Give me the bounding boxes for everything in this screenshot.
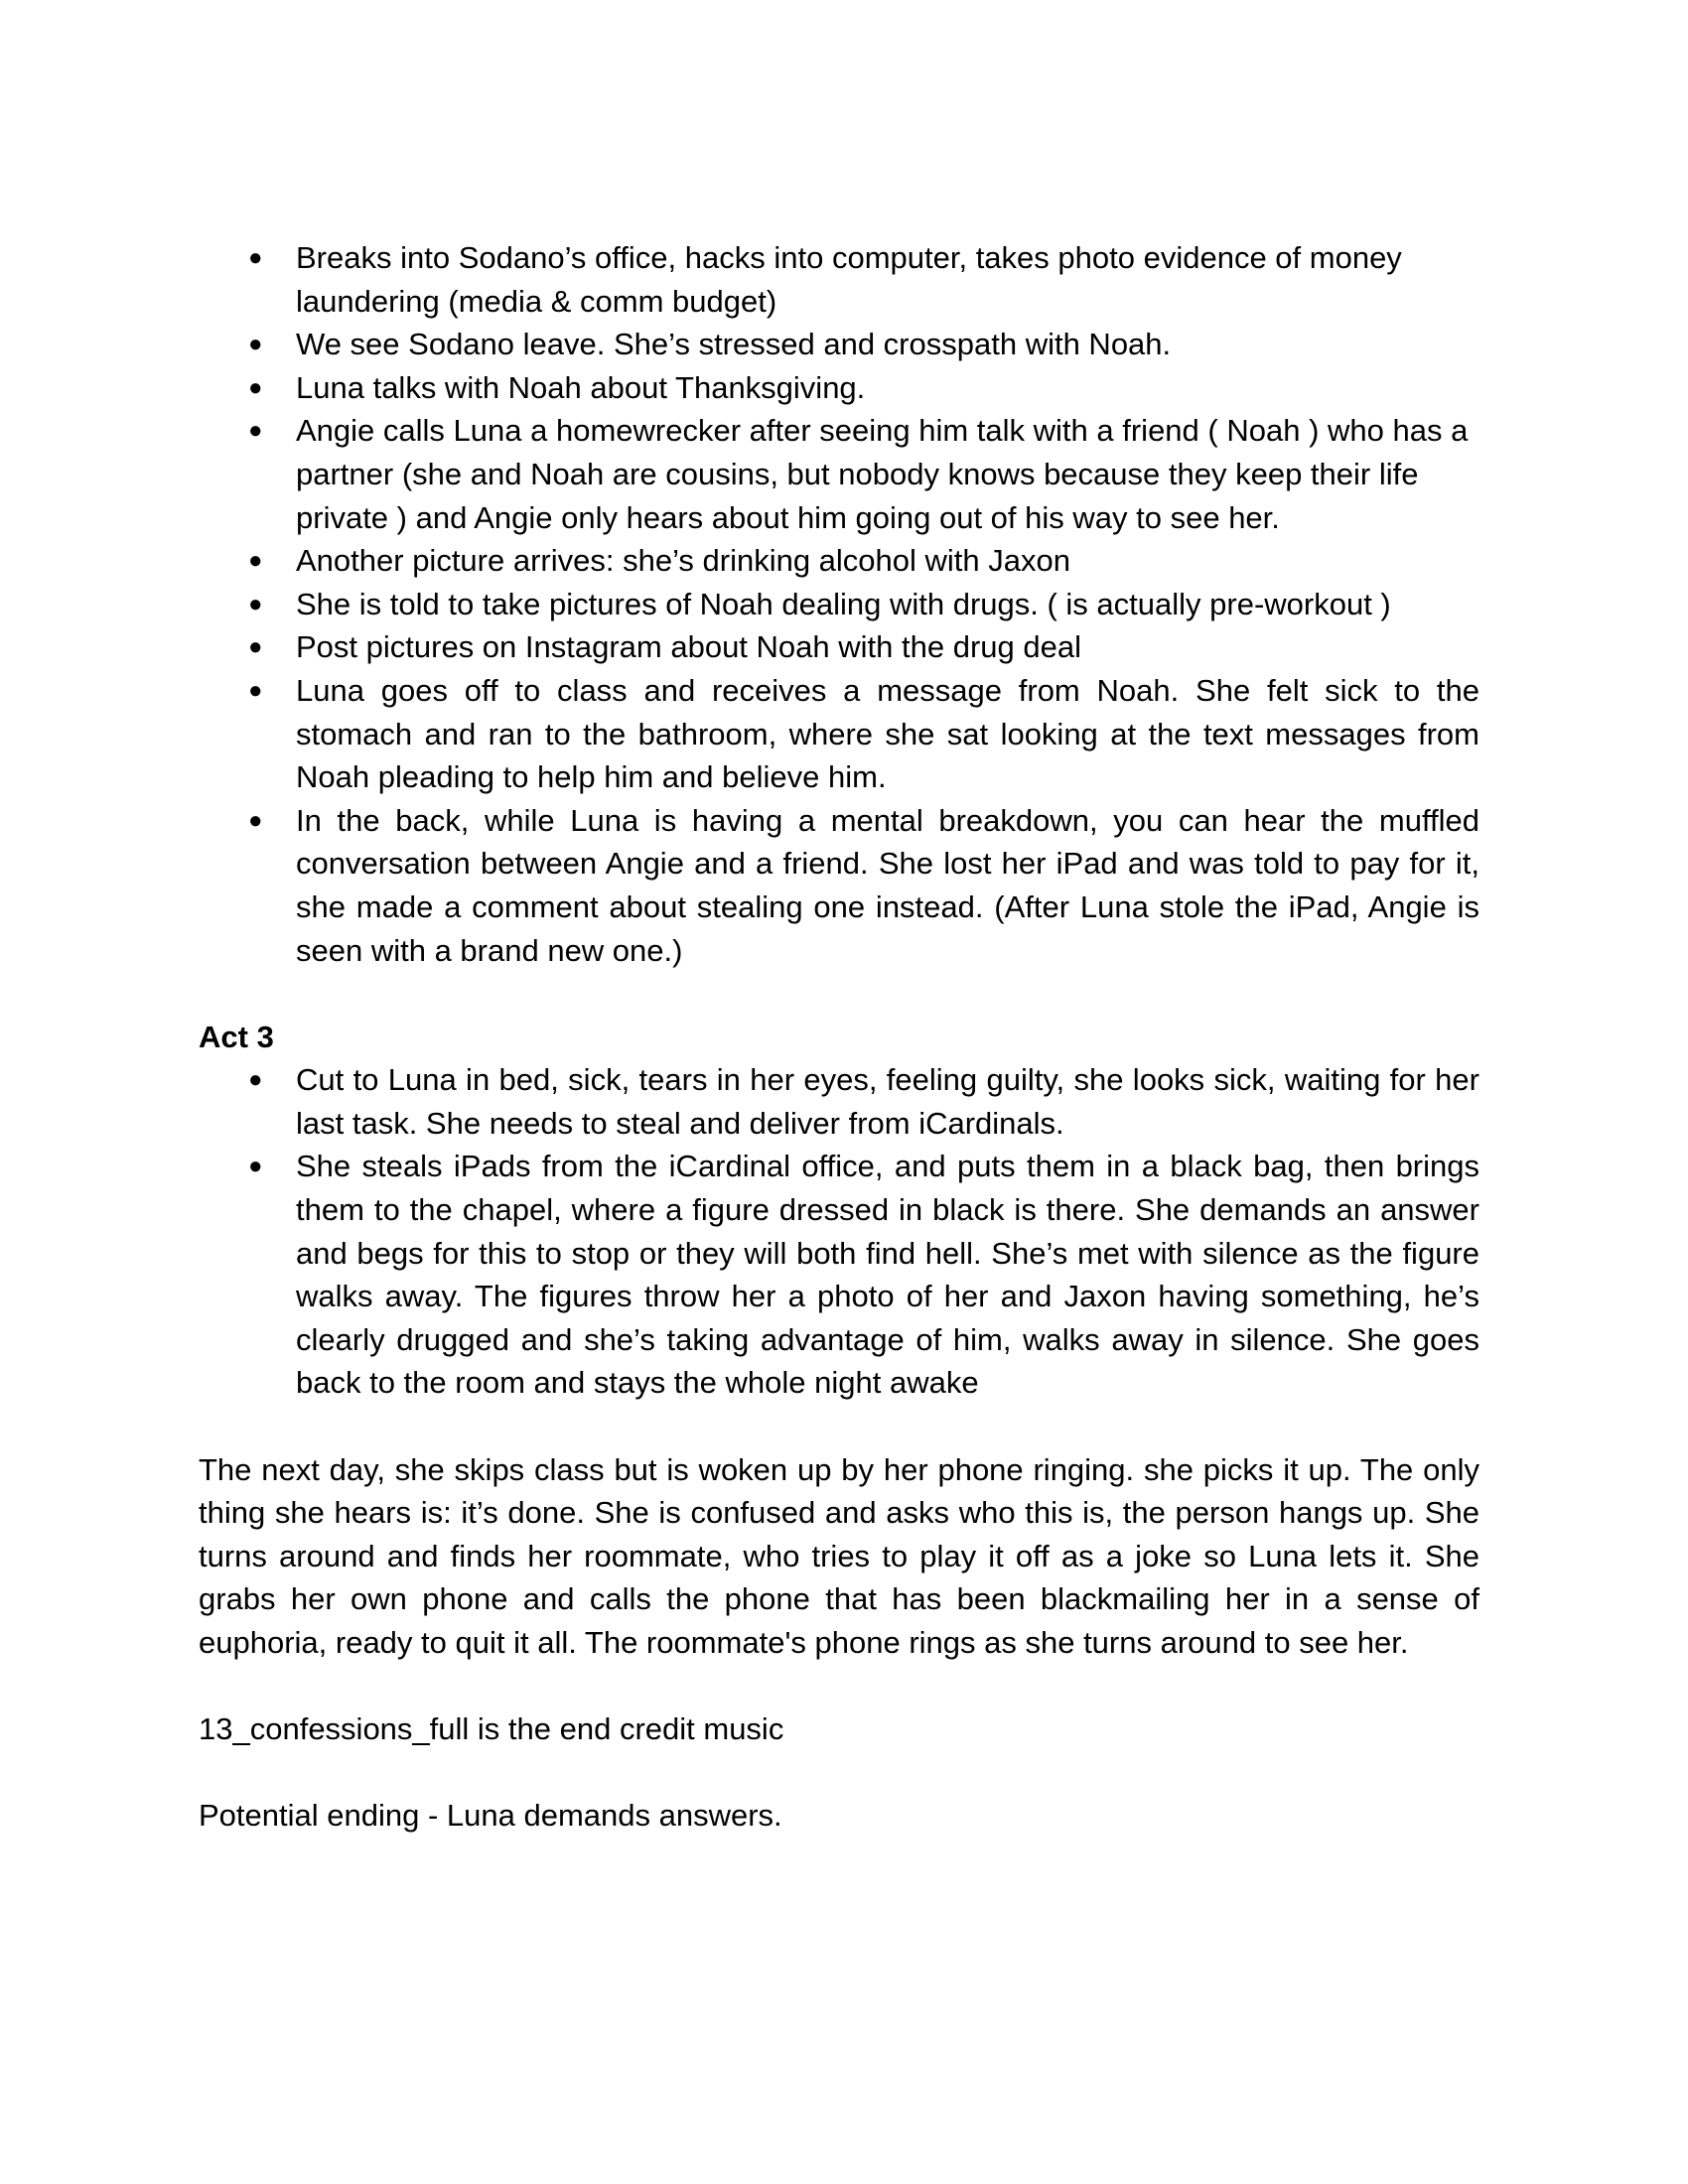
list-item [199,323,1479,366]
list-item-text: She steals iPads from the iCardinal office, and puts them in a black bag, then brings them to the chapel, where a figure dressed in black is there. She demands an answer and begs for this to stop or they will both find hell. She’s met with silence as the figure walks away. The figures throw her a photo of her and Jaxon having something, he’s clearly drugged and she’s taking advantage of him, walks away in silence. She goes back to the room and stays the whole night awake [296,1149,1479,1401]
bullet-icon: ● [248,331,263,358]
document-page [199,236,1479,1838]
list-item [199,1058,1479,1145]
list-item [199,799,1479,972]
act3-bullet-list [199,1058,1479,1405]
list-item [199,539,1479,583]
paragraph-ending: Potential ending - Luna demands answers. [199,1798,782,1834]
list-item [199,583,1479,626]
list-item-text: Breaks into Sodano’s office, hacks into computer, takes photo evidence of money laundering (media & comm budget) [296,240,1402,319]
bullet-icon: ● [248,547,263,575]
paragraph-credits: 13_confessions_full is the end credit music [199,1711,784,1747]
list-item [199,669,1479,799]
act3-heading: Act 3 [199,1019,274,1054]
list-item [199,409,1479,539]
paragraph-next-day: The next day, she skips class but is woken up by her phone ringing. she picks it up. The only thing she hears is: it’s done. She is confused and asks who this is, the person hangs up. She turns around and finds her roommate, who tries to play it off as a joke so Luna lets it. She grabs her own phone and calls the phone that has been blackmailing her in a sense of euphoria, ready to quit it all. The roommate's phone rings as she turns around to see her. [199,1451,1479,1660]
list-item [199,1145,1479,1405]
list-item-text: Cut to Luna in bed, sick, tears in her eyes, feeling guilty, she looks sick, waiting for her last task. She needs to steal and deliver from iCardinals. [296,1062,1479,1141]
bullet-icon: ● [248,806,263,834]
list-item-text: Luna goes off to class and receives a message from Noah. She felt sick to the stomach and ran to the bathroom, where she sat looking at the text messages from Noah pleading to help him and believe him. [296,672,1479,795]
list-item-text: In the back, while Luna is having a mental breakdown, you can hear the muffled conversation between Angie and a friend. She lost her iPad and was told to pay for it, she made a comment about stealing one instead. (After Luna stole the iPad, Angie is seen with a brand new one.) [296,802,1479,968]
list-item-text: Angie calls Luna a homewrecker after seeing him talk with a friend ( Noah ) who has a partner (she and Noah are cousins, but nobody knows because they keep their life private ) and Angie only hears about him going out of his way to see her. [296,413,1469,535]
bullet-icon: ● [248,1153,263,1180]
list-item-text: Luna talks with Noah about Thanksgiving. [296,369,866,405]
list-item [199,625,1479,669]
list-item-text: Post pictures on Instagram about Noah with the drug deal [296,629,1081,665]
list-item [199,366,1479,410]
list-item-text: Another picture arrives: she’s drinking alcohol with Jaxon [296,543,1070,579]
bullet-icon: ● [248,676,263,704]
act2-bullet-list [199,236,1479,972]
list-item-text: She is told to take pictures of Noah dealing with drugs. ( is actually pre-workout ) [296,586,1391,621]
bullet-icon: ● [248,633,263,661]
bullet-icon: ● [248,417,263,445]
bullet-icon: ● [248,244,263,271]
bullet-icon: ● [248,590,263,617]
bullet-icon: ● [248,373,263,401]
list-item [199,236,1479,323]
list-item-text: We see Sodano leave. She’s stressed and crosspath with Noah. [296,327,1172,362]
bullet-icon: ● [248,1066,263,1094]
